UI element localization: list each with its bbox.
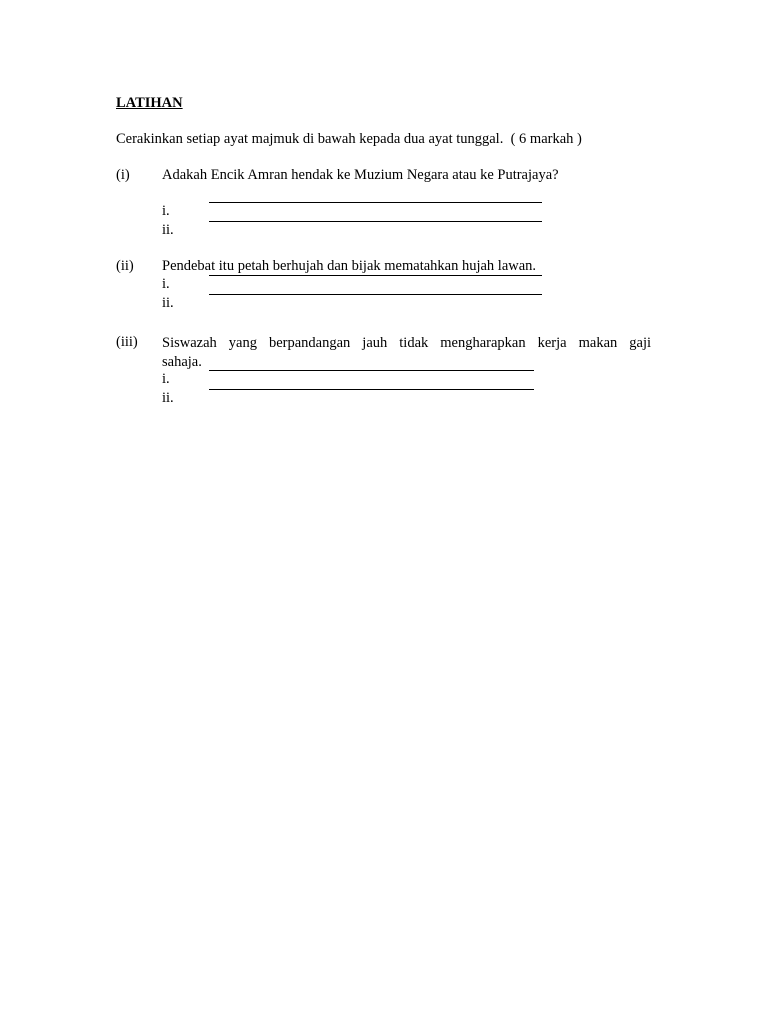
question-number: (i) [116,167,130,183]
question-text: Pendebat itu petah berhujah dan bijak mematahkan hujah lawan. [162,258,537,274]
question-number: (ii) [116,258,134,274]
question-text: Adakah Encik Amran hendak ke Muzium Negara atau ke Putrajaya? [162,167,559,183]
answer-line[interactable] [209,221,542,222]
answer-line[interactable] [209,294,542,295]
answer-line[interactable] [209,389,534,390]
question-number: (iii) [116,334,138,350]
answer-label: i. [162,276,170,292]
answer-label: i. [162,203,170,219]
question-text [162,334,651,372]
answer-line[interactable] [209,370,534,371]
answer-label: ii. [162,222,174,238]
answer-line[interactable] [209,275,542,276]
instruction-text: Cerakinkan setiap ayat majmuk di bawah kepada dua ayat tunggal. ( 6 markah ) [116,131,582,147]
question-text-line: sahaja. [162,354,202,370]
answer-label: i. [162,371,170,387]
answer-label: ii. [162,295,174,311]
page-title: LATIHAN [116,95,183,111]
answer-line[interactable] [209,202,542,203]
answer-label: ii. [162,390,174,406]
question-text-line: Siswazah yang berpandangan jauh tidak mengharapkan kerja makan gaji [162,335,651,351]
